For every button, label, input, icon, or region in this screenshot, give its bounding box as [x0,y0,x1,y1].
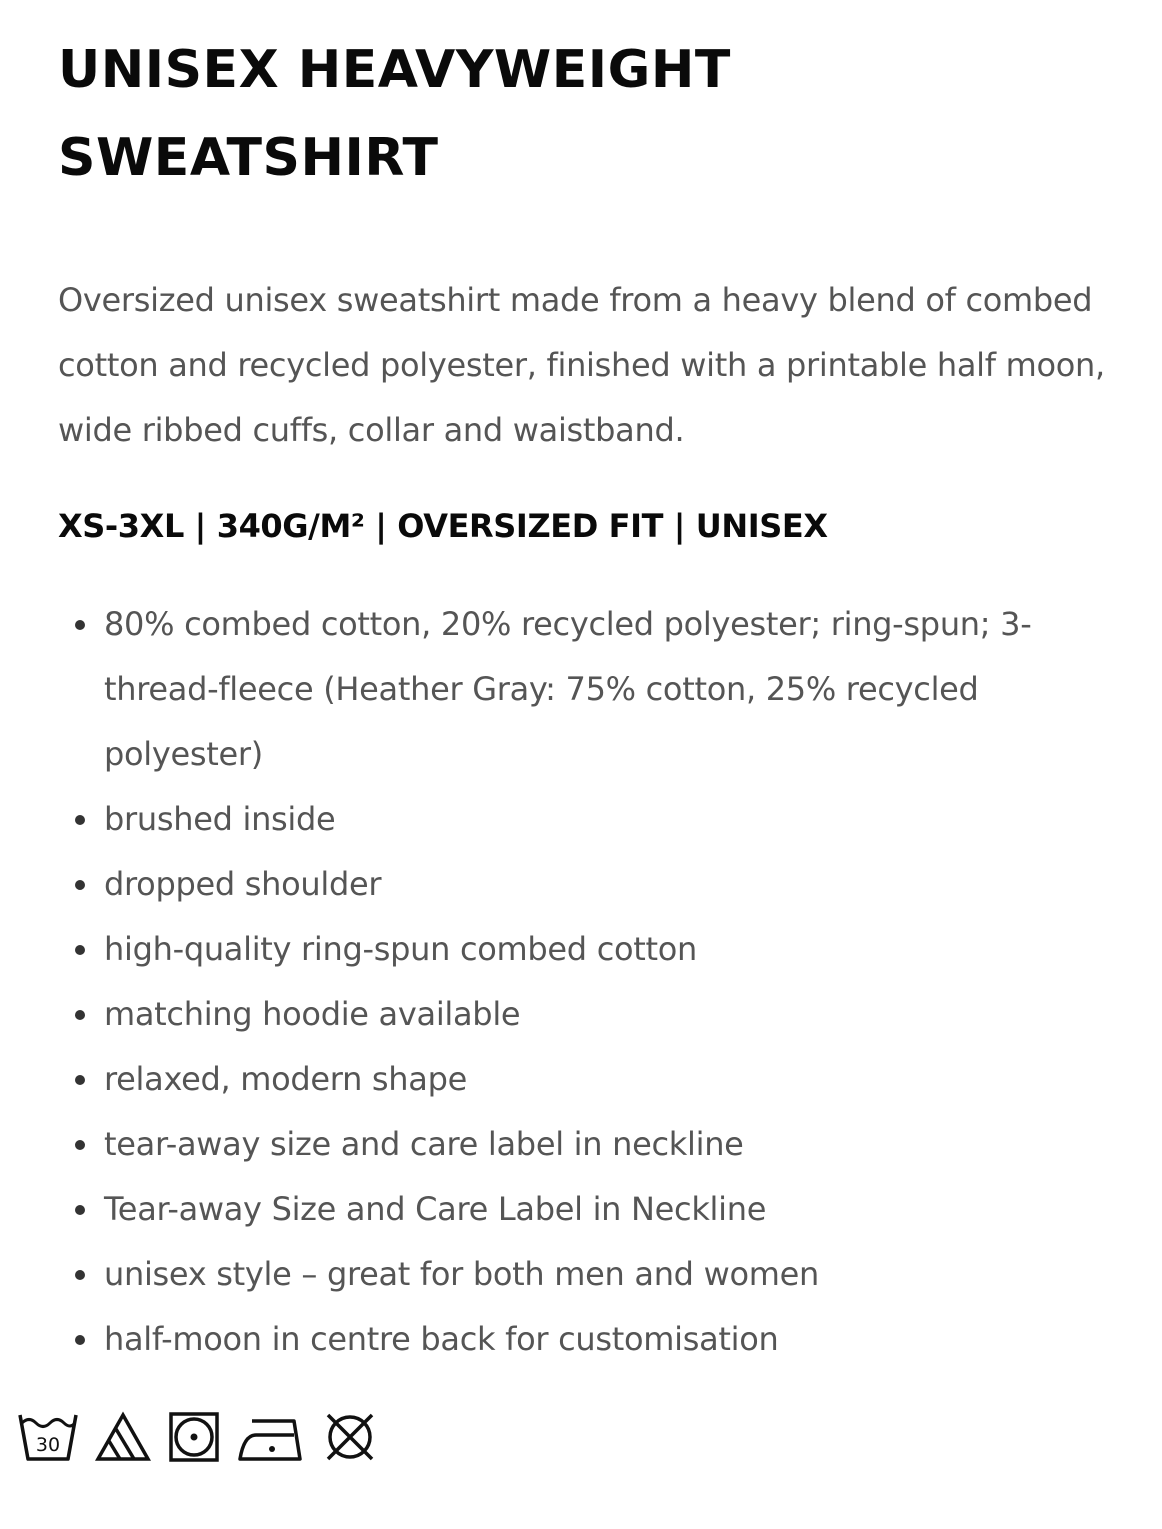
product-title [58,0,1128,202]
bleach-non-chlorine-icon [94,1409,152,1465]
feature-line: half-moon in centre back for customisation [104,1320,779,1358]
feature-line: high-quality ring-spun combed cotton [104,930,698,968]
feature-line: dropped shoulder [104,865,382,903]
do-not-dry-clean-icon [320,1409,380,1465]
product-title-line: SWEATSHIRT [58,128,439,188]
feature-line: matching hoodie available [104,995,521,1033]
bullet-icon [75,1140,85,1150]
bullet-icon [75,880,85,890]
description-line: Oversized unisex sweatshirt made from a heavy blend of combed [58,281,1093,319]
list-item [58,1047,1031,1112]
feature-line: brushed inside [104,800,336,838]
list-item [58,982,1031,1047]
bullet-icon [75,620,85,630]
feature-line: polyester) [104,735,263,773]
tumble-dry-low-icon [166,1409,222,1465]
description-line: wide ribbed cuffs, collar and waistband. [58,411,685,449]
bullet-icon [75,1010,85,1020]
bullet-icon [75,945,85,955]
iron-low-icon [236,1409,306,1465]
list-item [58,917,1031,982]
product-specs: XS-3XL | 340G/M² | OVERSIZED FIT | UNISEX [58,507,828,545]
list-item [58,1307,1031,1372]
feature-list [58,592,1031,1372]
bullet-icon [75,1335,85,1345]
bullet-icon [75,815,85,825]
list-item [58,1242,1031,1307]
wash-30-icon [16,1409,80,1465]
product-details [58,0,1128,1358]
feature-line: 80% combed cotton, 20% recycled polyester; ring-spun; 3- [104,605,1032,643]
feature-line: thread-fleece (Heather Gray: 75% cotton, 25% recycled [104,670,979,708]
feature-line: unisex style – great for both men and women [104,1255,819,1293]
feature-line: relaxed, modern shape [104,1060,467,1098]
list-item [58,852,1031,917]
feature-line: tear-away size and care label in neckline [104,1125,744,1163]
product-description [58,268,1128,463]
list-item [58,1112,1031,1177]
feature-line: Tear-away Size and Care Label in Neckline [104,1190,767,1228]
description-line: cotton and recycled polyester, finished with a printable half moon, [58,346,1105,384]
care-instructions [16,1405,380,1469]
list-item [58,787,1031,852]
bullet-icon [75,1270,85,1280]
list-item [58,1177,1031,1242]
wash-temperature: 30 [35,1434,61,1456]
list-item [58,592,1031,787]
bullet-icon [75,1075,85,1085]
product-title-line: UNISEX HEAVYWEIGHT [58,40,731,100]
bullet-icon [75,1205,85,1215]
